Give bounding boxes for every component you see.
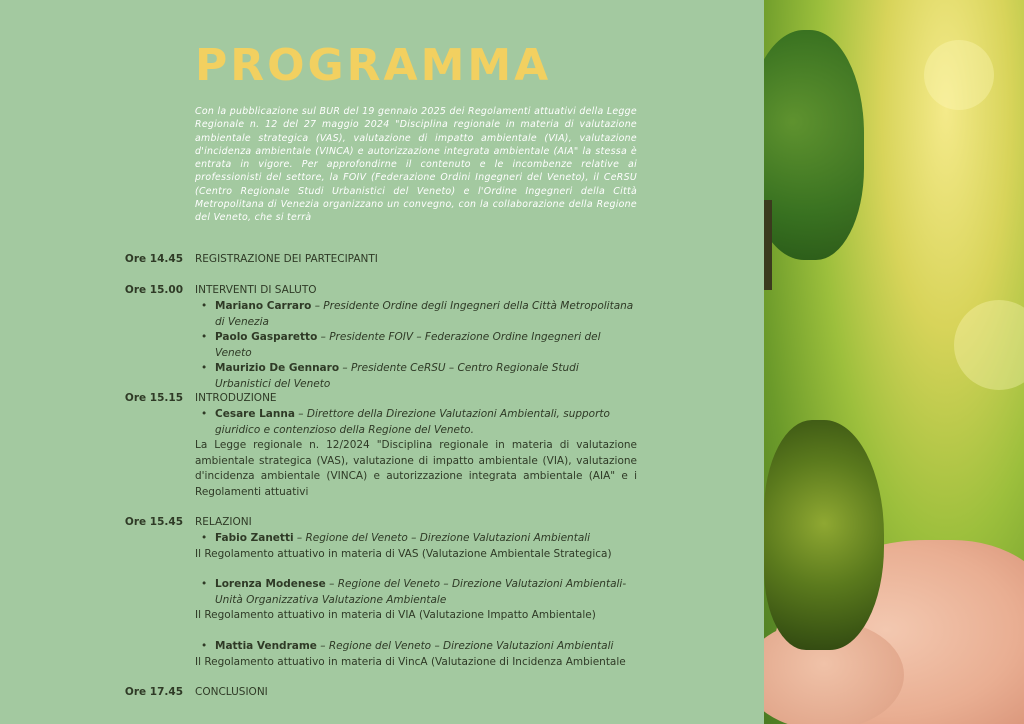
speaker-role: – Regione del Veneto – Direzione Valutazioni Ambientali <box>316 639 614 652</box>
tree-image <box>764 30 864 260</box>
speaker-role: – Regione del Veneto – Direzione Valutazioni Ambientali <box>293 532 591 544</box>
list-item <box>195 299 637 330</box>
session-heading: REGISTRAZIONE DEI PARTECIPANTI <box>195 253 378 265</box>
speaker-name: Paolo Gasparetto <box>215 331 318 344</box>
list-item <box>195 639 637 655</box>
session-heading: INTRODUZIONE <box>195 392 277 404</box>
session-heading: RELAZIONI <box>195 516 252 528</box>
speaker-name: Fabio Zanetti <box>215 532 294 544</box>
session-time: Ore 17.45 <box>124 686 183 698</box>
page-title: PROGRAMMA <box>195 40 552 91</box>
session-time: Ore 15.45 <box>124 516 183 528</box>
list-item <box>195 531 637 547</box>
session-time: Ore 15.00 <box>124 284 183 296</box>
talk-topic: Il Regolamento attuativo in materia di VIA (Valutazione Impatto Ambientale) <box>195 609 596 622</box>
nature-hand-photo <box>764 0 1024 724</box>
speaker-role: – Presidente Ordine degli Ingegneri della Città Metropolitana di Venezia <box>215 300 634 328</box>
session-time: Ore 14.45 <box>124 253 183 265</box>
session-heading: INTERVENTI DI SALUTO <box>195 284 317 296</box>
list-item <box>195 361 637 392</box>
speaker-role: – Presidente CeRSU – Centro Regionale Studi Urbanistici del Veneto <box>215 362 579 390</box>
intro-paragraph: Con la pubblicazione sul BUR del 19 gennaio 2025 dei Regolamenti attuativi della Legge Regionale n. 12 del 27 maggio 2024 "Disciplina regionale in materia di valutazione ambientale strategica (VAS), valutazione di impatto ambientale (VIA), valutazione d'incidenza ambientale (VINCA) e autorizzazione integrata ambientale (AIA" la stessa è entrata in vigore. Per approfondirne il contenuto e le incombenze relative ai professionisti del settore, la FOIV (Federazione Ordini Ingegneri del Veneto), il CeRSU (Centro Regionale Studi Urbanistici del Veneto) e l'Ordine Ingegneri della Città Metropolitana di Venezia organizzano un convegno, con la collaborazione della Regione del Veneto, che si terrà <box>195 106 637 224</box>
list-item <box>195 330 637 361</box>
session-time: Ore 15.15 <box>124 392 183 404</box>
session-heading: CONCLUSIONI <box>195 686 268 698</box>
list-item <box>195 577 637 608</box>
speaker-role: – Regione del Veneto – Direzione Valutazioni Ambientali- Unità Organizzativa Valutazione Ambientale <box>215 578 627 606</box>
speaker-name: Mariano Carraro <box>215 300 312 312</box>
talk-list <box>195 531 637 670</box>
speaker-name: Lorenza Modenese <box>215 578 326 591</box>
speaker-name: Maurizio De Gennaro <box>215 362 340 375</box>
talk-topic: Il Regolamento attuativo in materia di VincA (Valutazione di Incidenza Ambientale <box>195 655 626 668</box>
speaker-role: – Direttore della Direzione Valutazioni Ambientali, supporto giuridico e contenzioso della Regione del Veneto. <box>215 408 610 436</box>
speaker-name: Mattia Vendrame <box>215 639 317 652</box>
speaker-list <box>195 299 637 393</box>
talk-topic: Il Regolamento attuativo in materia di VAS (Valutazione Ambientale Strategica) <box>195 547 612 560</box>
list-item <box>195 407 637 438</box>
moss-earth-image <box>764 420 884 650</box>
speaker-role: – Presidente FOIV – Federazione Ordine Ingegneri del Veneto <box>215 331 601 359</box>
speaker-list <box>195 407 637 501</box>
speaker-name: Cesare Lanna <box>215 408 295 420</box>
session-note: La Legge regionale n. 12/2024 "Disciplina regionale in materia di valutazione ambientale strategica (VAS), valutazione di impatto ambientale (VIA), valutazione d'incidenza ambientale (VINCA) e autorizzazione integrata ambientale (AIA" e i Regolamenti attuativi <box>195 439 637 498</box>
